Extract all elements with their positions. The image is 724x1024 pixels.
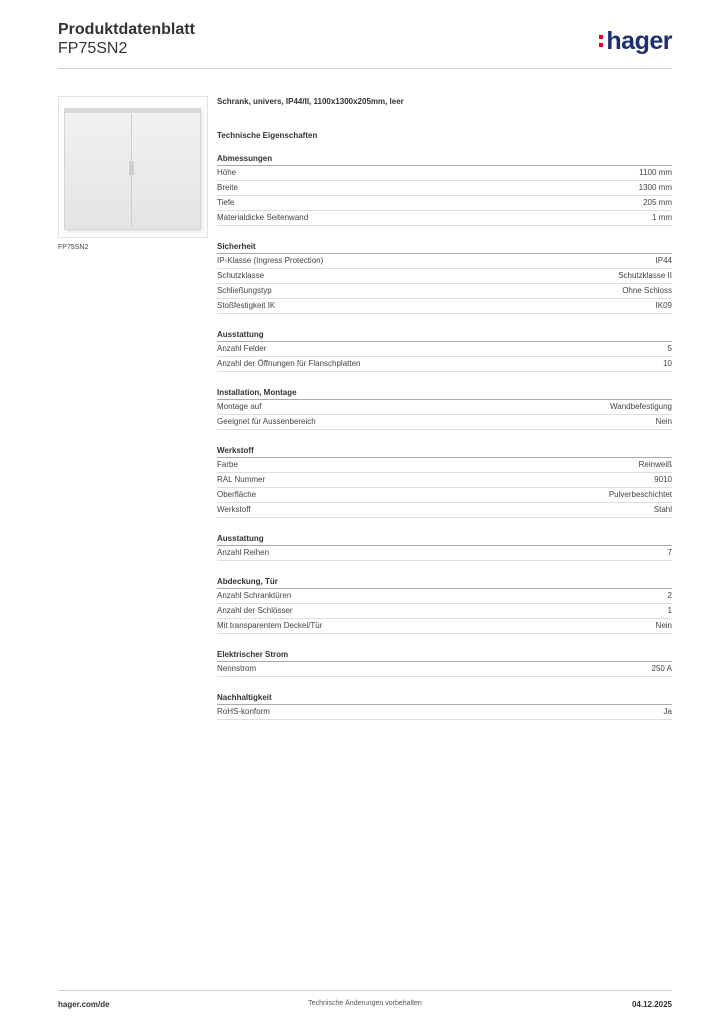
property-value: Pulverbeschichtet [608,490,672,499]
property-row [217,662,672,677]
document-title: Produktdatenblatt [58,21,195,38]
property-value: 2 [667,591,672,600]
property-label: Werkstoff [217,505,251,514]
section [217,386,672,430]
property-row [217,604,672,619]
logo-text: hager [606,27,672,55]
property-label: Anzahl Schranktüren [217,591,292,600]
section-title: Nachhaltigkeit [217,691,672,705]
property-label: Tiefe [217,198,235,207]
property-value: 1 mm [652,213,672,222]
property-value: 10 [663,359,672,368]
section [217,575,672,634]
property-value: Schutzklasse II [618,271,672,280]
page-footer [58,990,672,1017]
property-row [217,254,672,269]
property-value: IK09 [655,301,672,310]
section [217,691,672,720]
property-value: 1 [667,606,672,615]
property-value: Stahl [653,505,672,514]
property-value: 250 A [651,664,672,673]
property-sections [217,152,672,720]
footer-date: 04.12.2025 [631,1000,672,1009]
product-details [217,96,672,720]
property-value: 9010 [654,475,672,484]
section-title: Installation, Montage [217,386,672,400]
property-label: Oberfläche [217,490,257,499]
product-code: FP75SN2 [58,40,128,57]
property-label: Materialdicke Seitenwand [217,213,309,222]
property-label: Anzahl der Schlösser [217,606,293,615]
section [217,328,672,372]
property-label: Farbe [217,460,238,469]
property-label: Anzahl Reihen [217,548,270,557]
footer-website[interactable]: hager.com/de [58,1000,110,1009]
property-label: RoHS-konform [217,707,270,716]
property-row [217,400,672,415]
section-title: Ausstattung [217,532,672,546]
property-row [217,415,672,430]
property-row [217,357,672,372]
property-row [217,181,672,196]
property-row [217,589,672,604]
section-title: Abmessungen [217,152,672,166]
property-label: Schutzklasse [217,271,265,280]
section [217,532,672,561]
property-label: Anzahl der Öffnungen für Flanschplatten [217,359,361,368]
property-label: Breite [217,183,238,192]
property-row [217,619,672,634]
image-caption: FP75SN2 [58,244,89,251]
property-row [217,284,672,299]
property-label: Schließungstyp [217,286,272,295]
hager-logo [599,26,672,56]
footer-notice: Technische Änderungen vorbehalten [308,1000,422,1007]
property-label: Stoßfestigkeit IK [217,301,276,310]
section-title: Ausstattung [217,328,672,342]
property-value: Reinweiß [638,460,672,469]
page-header [58,20,672,69]
section [217,648,672,677]
section-title: Elektrischer Strom [217,648,672,662]
property-label: Mit transparentem Deckel/Tür [217,621,323,630]
section-title: Abdeckung, Tür [217,575,672,589]
property-value: 1100 mm [639,168,672,177]
property-row [217,503,672,518]
property-row [217,546,672,561]
property-value: Nein [655,417,672,426]
property-row [217,269,672,284]
property-label: Höhe [217,168,237,177]
property-value: IP44 [655,256,672,265]
section [217,444,672,518]
property-label: Montage auf [217,402,262,411]
section-title: Werkstoff [217,444,672,458]
property-value: 1300 mm [638,183,672,192]
property-row [217,342,672,357]
property-value: Nein [655,621,672,630]
property-row [217,299,672,314]
section-title: Sicherheit [217,240,672,254]
property-row [217,488,672,503]
property-label: RAL Nummer [217,475,266,484]
section [217,152,672,226]
property-row [217,473,672,488]
property-value: 5 [667,344,672,353]
property-label: Geeignet für Aussenbereich [217,417,316,426]
property-value: Wandbefestigung [610,402,672,411]
property-value: 205 mm [643,198,672,207]
property-row [217,705,672,720]
property-row [217,166,672,181]
property-label: Nennstrom [217,664,257,673]
property-value: Ohne Schloss [622,286,672,295]
tech-properties-title: Technische Eigenschaften [217,131,318,140]
property-label: Anzahl Felder [217,344,267,353]
property-value: 7 [667,548,672,557]
property-row [217,458,672,473]
cabinet-icon [64,108,201,230]
property-row [217,211,672,226]
property-row [217,196,672,211]
section [217,240,672,314]
property-value: Ja [663,707,672,716]
product-description: Schrank, univers, IP44/II, 1100x1300x205mm, leer [217,97,404,106]
property-label: IP-Klasse (Ingress Protection) [217,256,324,265]
product-image [58,96,208,238]
logo-dots-icon [599,35,603,51]
